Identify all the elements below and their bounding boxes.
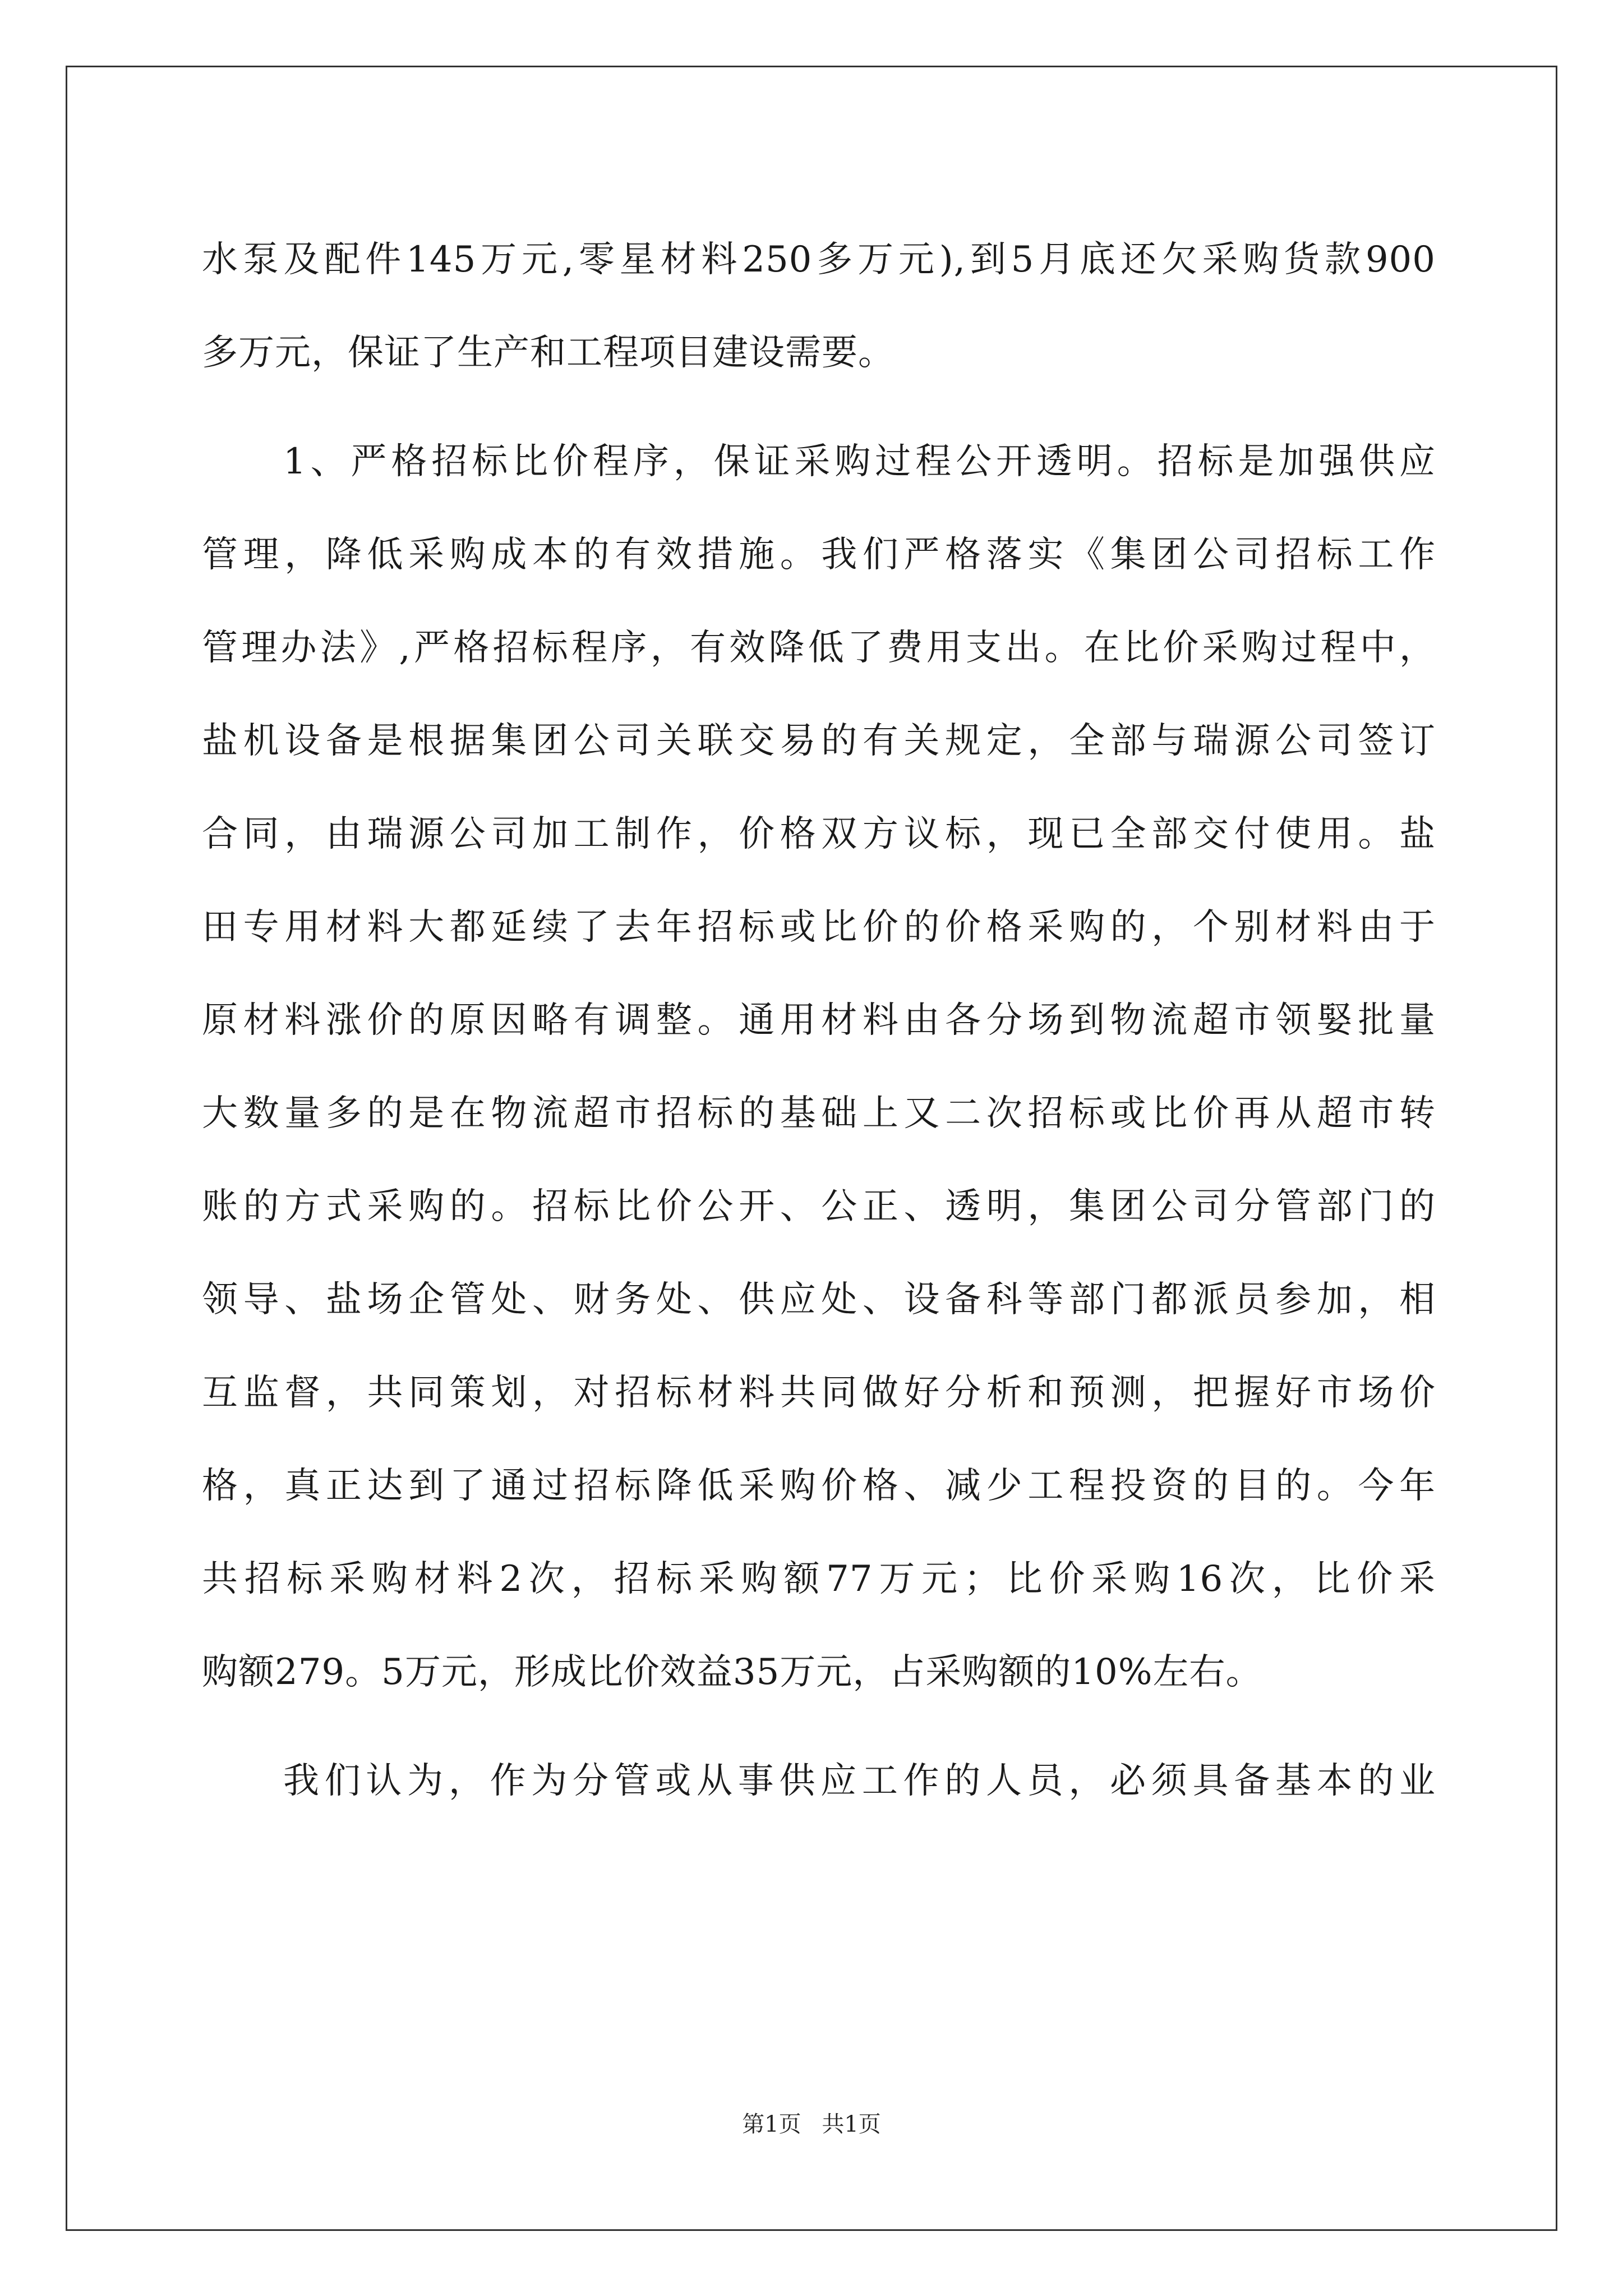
page-number-label: 第1页 — [742, 2111, 801, 2137]
paragraph-2-line-3: 管理办法》,严格招标程序，有效降低了费用支出。在比价采购过程中， — [202, 627, 1436, 669]
document-body — [202, 213, 1436, 1828]
paragraph-2-line-6: 田专用材料大都延续了去年招标或比价的价格采购的，个别材料由于 — [202, 907, 1436, 948]
paragraph-1-line-1: 水泵及配件145万元,零星材料250多万元),到5月底还欠采购货款900 — [202, 239, 1436, 280]
page-total-label: 共1页 — [822, 2111, 881, 2137]
paragraph-2-line-5: 合同，由瑞源公司加工制作，价格双方议标，现已全部交付使用。盐 — [202, 813, 1436, 855]
page-footer — [0, 2106, 1623, 2138]
paragraph-2-line-12: 格，真正达到了通过招标降低采购价格、减少工程投资的目的。今年 — [202, 1465, 1436, 1507]
paragraph-2-line-2: 管理，降低采购成本的有效措施。我们严格落实《集团公司招标工作 — [202, 534, 1436, 576]
paragraph-2-line-13: 共招标采购材料2次，招标采购额77万元；比价采购16次，比价采 — [202, 1558, 1436, 1600]
paragraph-2-line-9: 账的方式采购的。招标比价公开、公正、透明，集团公司分管部门的 — [202, 1186, 1436, 1227]
paragraph-3-line-1: 我们认为，作为分管或从事供应工作的人员，必须具备基本的业 — [283, 1760, 1436, 1802]
paragraph-1-line-2: 多万元，保证了生产和工程项目建设需要。 — [202, 332, 895, 374]
paragraph-2-line-14: 购额279。5万元，形成比价效益35万元，占采购额的10%左右。 — [202, 1651, 1262, 1693]
paragraph-2-line-4: 盐机设备是根据集团公司关联交易的有关规定，全部与瑞源公司签订 — [202, 720, 1436, 762]
paragraph-gap — [202, 1719, 1436, 1734]
paragraph-2-line-11: 互监督，共同策划，对招标材料共同做好分析和预测，把握好市场价 — [202, 1372, 1436, 1414]
paragraph-2-line-7: 原材料涨价的原因略有调整。通用材料由各分场到物流超市领婜批量 — [202, 1000, 1436, 1041]
paragraph-2-line-1: 1、严格招标比价程序，保证采购过程公开透明。招标是加强供应 — [283, 441, 1436, 482]
paragraph-2-line-8: 大数量多的是在物流超市招标的基础上又二次招标或比价再从超市转 — [202, 1093, 1436, 1134]
paragraph-2-line-10: 领导、盐场企管处、财务处、供应处、设备科等部门都派员参加，相 — [202, 1279, 1436, 1320]
paragraph-gap — [202, 399, 1436, 415]
